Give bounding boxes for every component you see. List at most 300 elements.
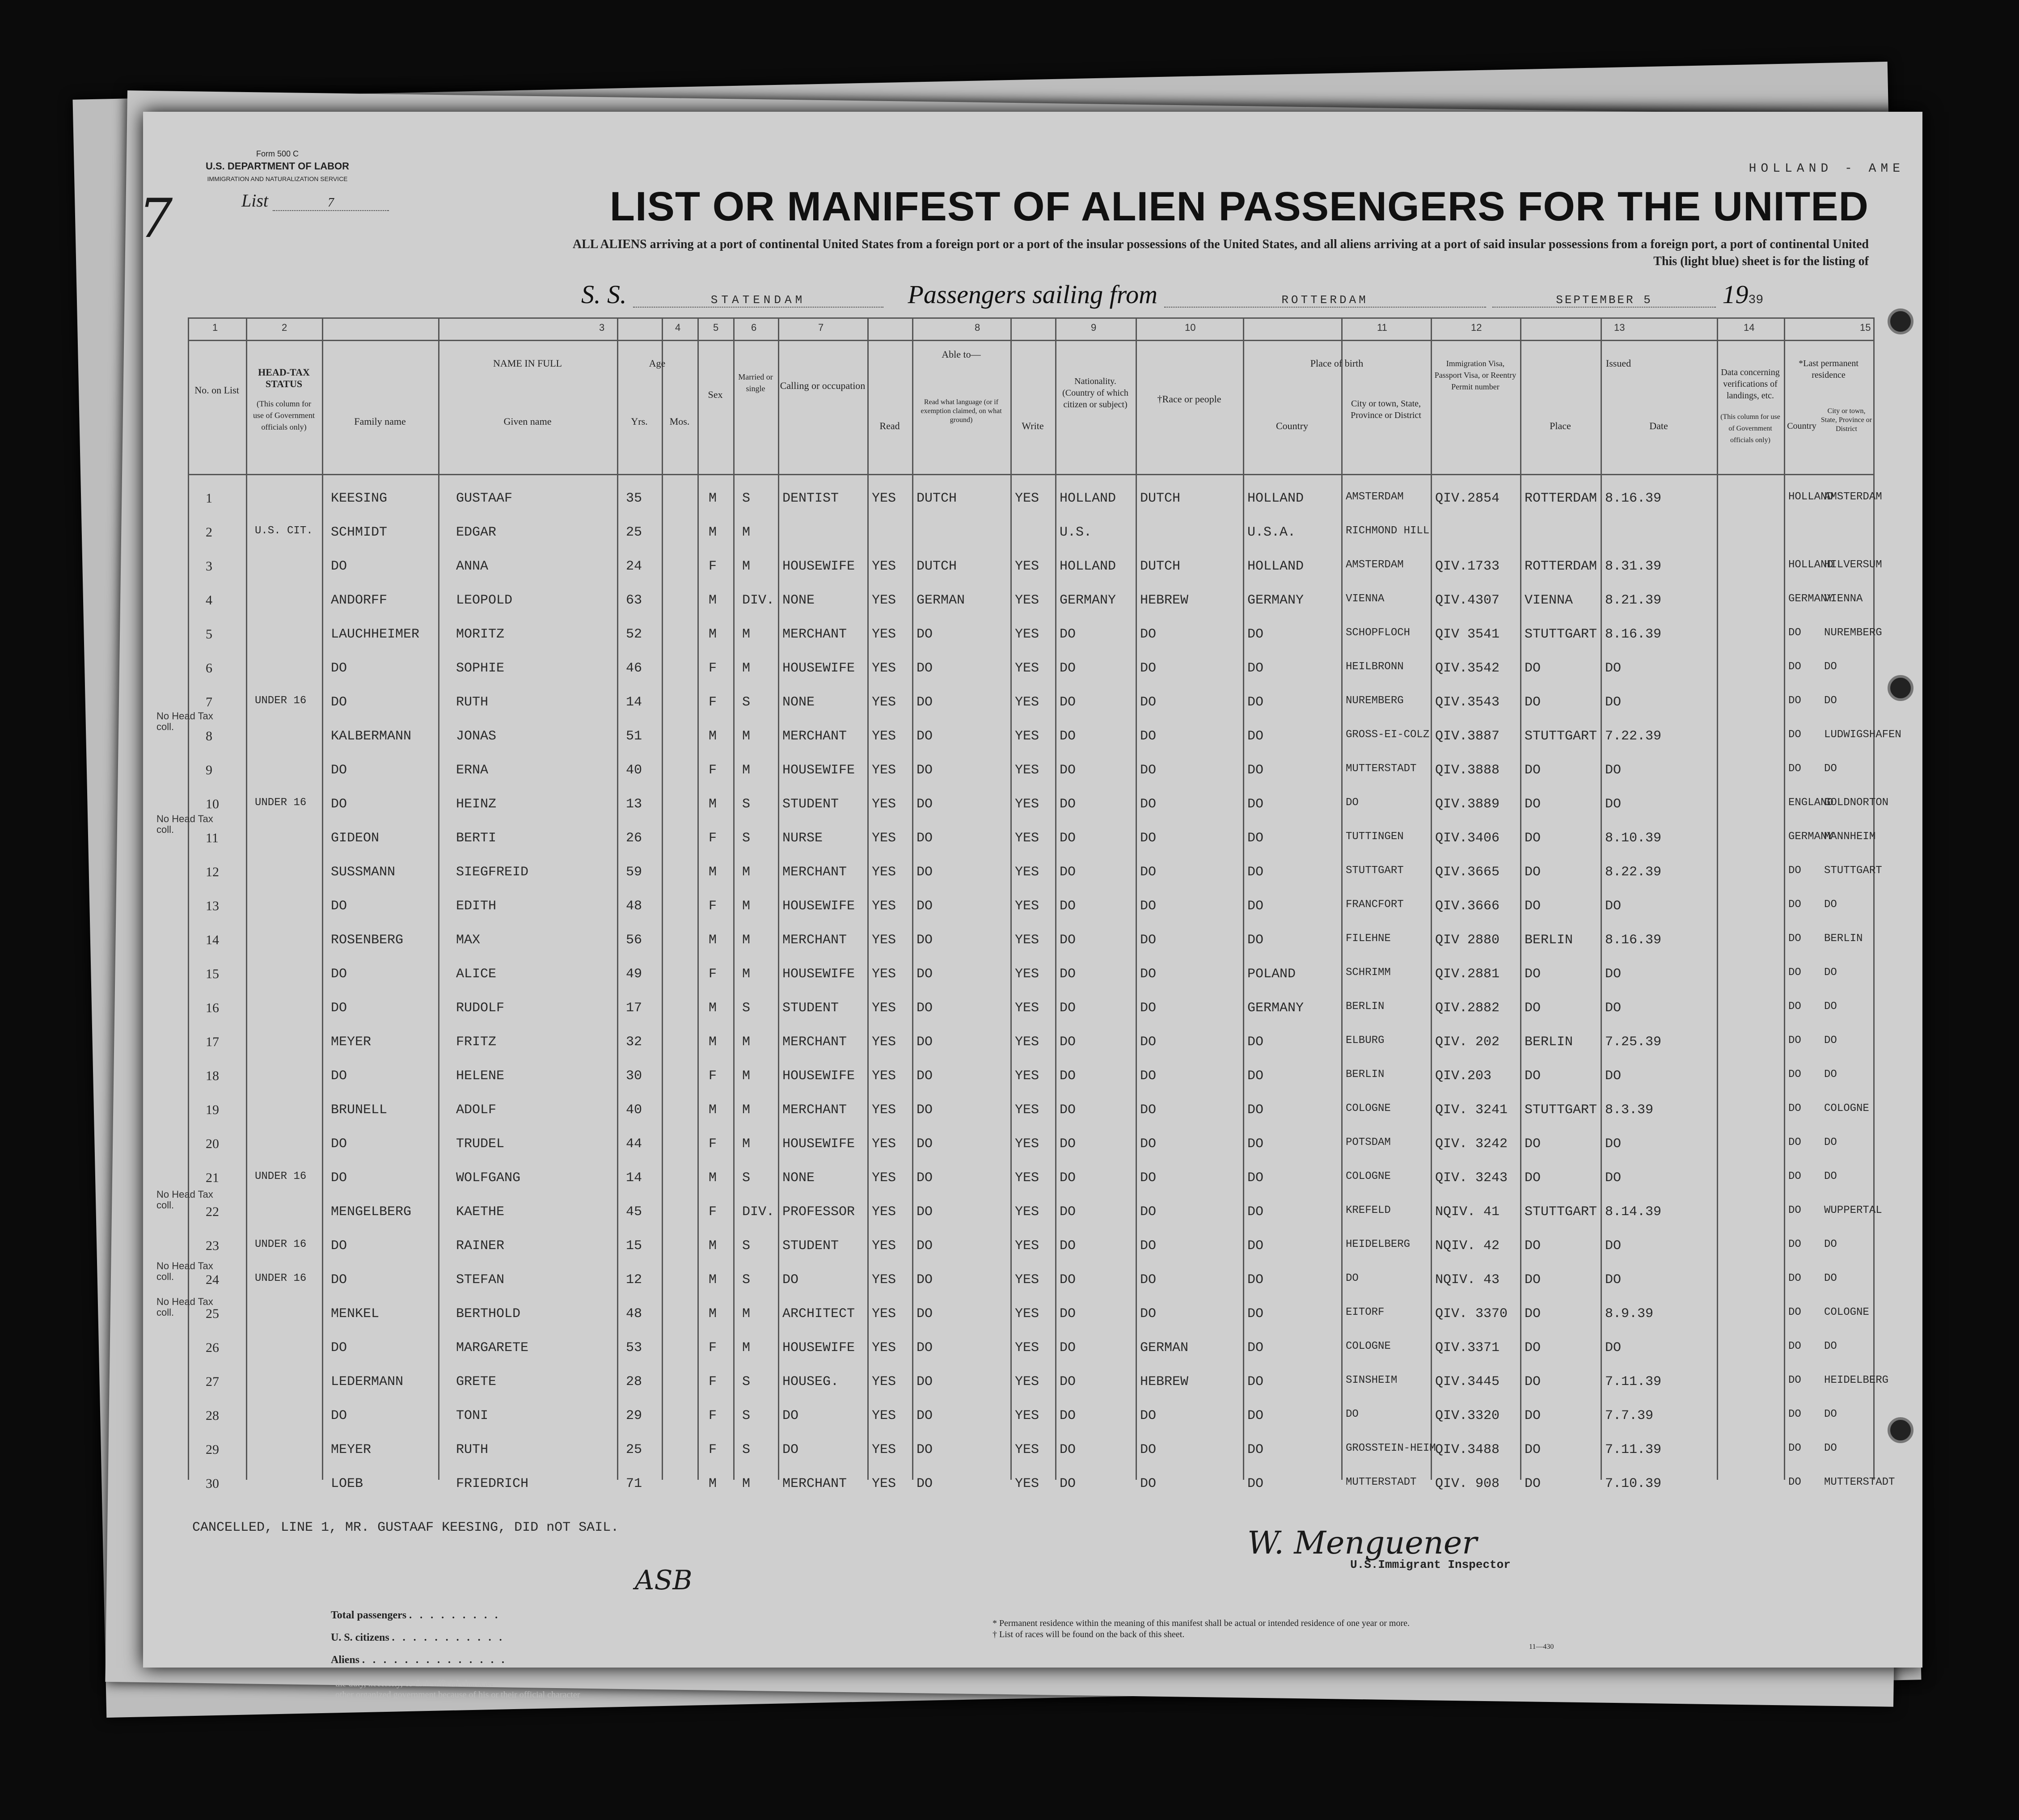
cell-sex: M: [709, 627, 717, 642]
cell-occ: DENTIST: [782, 491, 839, 506]
cell-lang: DO: [917, 1170, 933, 1186]
cell-no: 20: [206, 1136, 219, 1151]
cell-family: GIDEON: [331, 831, 380, 846]
form-code: 11—430: [1529, 1643, 1554, 1651]
cell-rcity: LUDWIGSHAFEN: [1824, 729, 1901, 741]
cell-city: ELBURG: [1346, 1035, 1385, 1047]
header-landings-note: (This column for use of Government officials only): [1720, 413, 1780, 444]
cell-no: 28: [206, 1408, 219, 1423]
cell-lang: DO: [917, 1001, 933, 1016]
header-no: No. on List: [194, 384, 239, 396]
cell-write: YES: [1015, 1408, 1039, 1423]
cell-given: GRETE: [456, 1374, 497, 1389]
cell-given: ERNA: [456, 763, 489, 778]
cell-visa: NQIV. 42: [1435, 1238, 1500, 1254]
cell-rcountry: GERMANY: [1788, 831, 1833, 843]
cell-ms: M: [742, 729, 751, 744]
table-row: [188, 653, 1873, 687]
cell-city: KREFELD: [1346, 1204, 1391, 1216]
cell-sex: M: [709, 729, 717, 744]
cell-yrs: 15: [626, 1238, 642, 1254]
cell-visa: QIV. 3243: [1435, 1170, 1508, 1186]
cell-visa: QIV.3406: [1435, 831, 1500, 846]
cell-rcountry: DO: [1788, 1306, 1801, 1318]
cell-date: DO: [1605, 967, 1622, 982]
cell-lang: DO: [917, 1374, 933, 1389]
cell-visa: QIV. 3370: [1435, 1306, 1508, 1322]
cell-rcountry: DO: [1788, 1136, 1801, 1149]
cell-ms: S: [742, 1442, 751, 1457]
cell-read: YES: [872, 899, 896, 914]
cell-sex: F: [709, 1068, 717, 1084]
cell-yrs: 29: [626, 1408, 642, 1423]
cell-lang: DO: [917, 831, 933, 846]
cell-lang: DO: [917, 1204, 933, 1220]
cell-read: YES: [872, 967, 896, 982]
cell-place: DO: [1525, 1476, 1541, 1491]
cell-write: YES: [1015, 1238, 1039, 1254]
cell-race: DO: [1140, 797, 1157, 812]
cell-visa: QIV.3666: [1435, 899, 1500, 914]
cell-visa: QIV.4307: [1435, 593, 1500, 608]
cell-given: JONAS: [456, 729, 497, 744]
cell-family: MENKEL: [331, 1306, 380, 1322]
cell-occ: DO: [782, 1272, 799, 1288]
cell-ms: M: [742, 661, 751, 676]
cell-country: POLAND: [1247, 967, 1296, 982]
cell-rcountry: DO: [1788, 1442, 1801, 1454]
cell-read: YES: [872, 1204, 896, 1220]
cell-date: DO: [1605, 1068, 1622, 1084]
cell-read: YES: [872, 1001, 896, 1016]
cell-country: HOLLAND: [1247, 559, 1304, 574]
cell-rcountry: HOLLAND: [1788, 491, 1833, 503]
cell-country: DO: [1247, 1068, 1264, 1084]
cell-nat: DO: [1060, 1001, 1076, 1016]
underlying-text: other organized government because of his or their official character: [335, 1690, 580, 1700]
cell-rcountry: DO: [1788, 661, 1801, 673]
cell-rcity: VIENNA: [1824, 593, 1863, 605]
header-place: Place: [1550, 420, 1571, 431]
table-row: [188, 687, 1873, 721]
table-row: [188, 925, 1873, 959]
cell-given: ADOLF: [456, 1102, 497, 1118]
cell-write: YES: [1015, 865, 1039, 880]
cell-ms: DIV.: [742, 1204, 775, 1220]
cell-given: ALICE: [456, 967, 497, 982]
cell-lang: DO: [917, 1476, 933, 1491]
cell-no: 14: [206, 933, 219, 947]
cell-family: DO: [331, 1170, 347, 1186]
cell-race: DO: [1140, 831, 1157, 846]
cell-rcountry: DO: [1788, 1476, 1801, 1488]
cell-rcountry: DO: [1788, 1001, 1801, 1013]
cell-read: YES: [872, 1035, 896, 1050]
cell-write: YES: [1015, 729, 1039, 744]
cell-country: U.S.A.: [1247, 525, 1296, 540]
table-row: [188, 551, 1882, 585]
cell-read: YES: [872, 1340, 896, 1355]
cell-lang: DO: [917, 1238, 933, 1254]
cell-country: DO: [1247, 1340, 1264, 1355]
cell-place: ROTTERDAM: [1525, 559, 1597, 574]
cell-city: AMSTERDAM: [1346, 559, 1404, 571]
cell-place: DO: [1525, 1340, 1541, 1355]
cell-place: DO: [1525, 1306, 1541, 1322]
cell-read: YES: [872, 1136, 896, 1152]
cell-yrs: 40: [626, 1102, 642, 1118]
cell-place: BERLIN: [1525, 933, 1573, 948]
cell-date: DO: [1605, 1272, 1622, 1288]
cell-given: MORITZ: [456, 627, 505, 642]
header-res-city: City or town, State, Province or District: [1820, 407, 1872, 433]
cell-yrs: 48: [626, 1306, 642, 1322]
cell-country: DO: [1247, 1170, 1264, 1186]
cell-place: DO: [1525, 1238, 1541, 1254]
cell-given: RAINER: [456, 1238, 505, 1254]
cell-occ: HOUSEWIFE: [782, 899, 855, 914]
cell-date: 8.16.39: [1605, 627, 1662, 642]
cell-visa: QIV.203: [1435, 1068, 1492, 1084]
cell-no: 5: [206, 627, 212, 642]
cell-family: DO: [331, 1272, 347, 1288]
cell-no: 13: [206, 899, 219, 913]
header-head-tax: HEAD-TAX STATUS: [258, 367, 310, 389]
cell-rcity: DO: [1824, 899, 1837, 911]
cell-date: 8.16.39: [1605, 491, 1662, 506]
cell-no: 4: [206, 593, 212, 608]
cell-given: KAETHE: [456, 1204, 505, 1220]
cell-sex: M: [709, 1035, 717, 1050]
cell-race: DO: [1140, 899, 1157, 914]
cell-date: DO: [1605, 1001, 1622, 1016]
cell-given: TRUDEL: [456, 1136, 505, 1152]
cell-occ: HOUSEG.: [782, 1374, 839, 1389]
cell-place: DO: [1525, 1136, 1541, 1152]
no-head-tax-note: No Head Tax coll.: [156, 1189, 213, 1211]
cell-given: RUDOLF: [456, 1001, 505, 1016]
cell-occ: NONE: [782, 593, 815, 608]
cell-family: SCHMIDT: [331, 525, 388, 540]
cell-lang: DO: [917, 763, 933, 778]
cell-sex: M: [709, 525, 717, 540]
cell-write: YES: [1015, 1068, 1039, 1084]
cell-ms: S: [742, 1001, 751, 1016]
cell-read: YES: [872, 1102, 896, 1118]
table-row: [188, 992, 1873, 1026]
cell-date: 8.14.39: [1605, 1204, 1662, 1220]
cell-visa: QIV.3542: [1435, 661, 1500, 676]
ship-line: S. S. STATENDAM Passengers sailing from ROTTERDAM SEPTEMBER 5 1939: [581, 280, 1764, 309]
cell-date: DO: [1605, 1136, 1622, 1152]
cell-sex: M: [709, 1272, 717, 1288]
cell-city: HEIDELBERG: [1346, 1238, 1411, 1250]
line-header: HOLLAND - AME: [1749, 162, 1905, 176]
cell-date: 7.10.39: [1605, 1476, 1662, 1491]
cell-visa: QIV. 3241: [1435, 1102, 1508, 1118]
cell-rcity: DO: [1824, 1001, 1837, 1013]
header-visa: Immigration Visa, Passport Visa, or Reentry Permit number: [1434, 359, 1516, 391]
cell-ms: S: [742, 695, 751, 710]
cell-date: DO: [1605, 661, 1622, 676]
cell-rcity: DO: [1824, 1068, 1837, 1081]
cell-city: AMSTERDAM: [1346, 491, 1404, 503]
cell-rcity: COLOGNE: [1824, 1102, 1869, 1115]
cell-rcity: COLOGNE: [1824, 1306, 1869, 1318]
cell-nat: DO: [1060, 831, 1076, 846]
cell-visa: QIV. 908: [1435, 1476, 1500, 1491]
cell-yrs: 53: [626, 1340, 642, 1355]
cell-write: YES: [1015, 1204, 1039, 1220]
cell-given: BERTHOLD: [456, 1306, 521, 1322]
cell-occ: MERCHANT: [782, 729, 847, 744]
cell-rcity: DO: [1824, 763, 1837, 775]
cell-yrs: 51: [626, 729, 642, 744]
cell-occ: STUDENT: [782, 1001, 839, 1016]
cell-place: DO: [1525, 967, 1541, 982]
cell-yrs: 71: [626, 1476, 642, 1491]
cell-rcity: DO: [1824, 1035, 1837, 1047]
cell-rcountry: DO: [1788, 1170, 1801, 1182]
cell-occ: MERCHANT: [782, 1476, 847, 1491]
cell-tax: UNDER 16: [255, 1170, 307, 1182]
cell-yrs: 59: [626, 865, 642, 880]
cell-race: GERMAN: [1140, 1340, 1189, 1355]
cell-no: 24: [206, 1272, 219, 1287]
cell-rcity: BERLIN: [1824, 933, 1863, 945]
table-row: [188, 1434, 1873, 1468]
residence-footnote: * Permanent residence within the meaning of this manifest shall be actual or intended residence of one year or more.: [993, 1618, 1410, 1628]
cell-yrs: 35: [626, 491, 642, 506]
punch-hole: [1888, 308, 1913, 334]
cell-country: DO: [1247, 1204, 1264, 1220]
cell-sex: F: [709, 1442, 717, 1457]
cell-country: DO: [1247, 1035, 1264, 1050]
cell-given: BERTI: [456, 831, 497, 846]
cell-yrs: 44: [626, 1136, 642, 1152]
cell-race: DO: [1140, 967, 1157, 982]
cell-visa: QIV.3320: [1435, 1408, 1500, 1423]
cell-country: DO: [1247, 831, 1264, 846]
cell-race: DO: [1140, 1170, 1157, 1186]
cell-yrs: 40: [626, 763, 642, 778]
cell-write: YES: [1015, 1476, 1039, 1491]
cell-rcountry: DO: [1788, 1340, 1801, 1352]
header-write: Write: [1022, 420, 1044, 431]
cell-lang: DO: [917, 1340, 933, 1355]
cell-family: DO: [331, 797, 347, 812]
cell-city: DO: [1346, 1408, 1359, 1420]
header-calling: Calling or occupation: [780, 380, 866, 391]
cell-family: DO: [331, 763, 347, 778]
cell-rcity: DO: [1824, 967, 1837, 979]
table-row: [188, 1162, 1873, 1196]
cell-family: KALBERMANN: [331, 729, 412, 744]
cell-rcountry: GERMANY: [1788, 593, 1833, 605]
cell-yrs: 12: [626, 1272, 642, 1288]
table-row: [188, 1094, 1873, 1128]
cell-country: GERMANY: [1247, 1001, 1304, 1016]
cell-write: YES: [1015, 1136, 1039, 1152]
cell-nat: HOLLAND: [1060, 559, 1116, 574]
cell-family: MEYER: [331, 1442, 372, 1457]
table-row: [188, 721, 1901, 755]
cell-lang: DO: [917, 1035, 933, 1050]
cell-occ: NURSE: [782, 831, 823, 846]
cell-read: YES: [872, 1272, 896, 1288]
cell-sex: M: [709, 1102, 717, 1118]
cell-given: MARGARETE: [456, 1340, 529, 1355]
cell-race: DO: [1140, 1001, 1157, 1016]
header-race: †Race or people: [1157, 393, 1221, 405]
cell-yrs: 25: [626, 1442, 642, 1457]
cell-no: 1: [206, 491, 212, 506]
race-footnote: † List of races will be found on the back of this sheet.: [993, 1630, 1185, 1639]
cell-family: DO: [331, 1340, 347, 1355]
cell-occ: MERCHANT: [782, 627, 847, 642]
cell-nat: DO: [1060, 1408, 1076, 1423]
cell-read: YES: [872, 933, 896, 948]
cell-nat: DO: [1060, 1204, 1076, 1220]
cell-rcountry: DO: [1788, 729, 1801, 741]
cell-city: GROSS-EI-COLZ: [1346, 729, 1430, 741]
cell-country: DO: [1247, 1306, 1264, 1322]
cell-rcity: DO: [1824, 1238, 1837, 1250]
cell-sex: M: [709, 933, 717, 948]
cell-rcountry: DO: [1788, 1035, 1801, 1047]
cell-place: ROTTERDAM: [1525, 491, 1597, 506]
cell-no: 7: [206, 695, 212, 709]
cell-nat: DO: [1060, 729, 1076, 744]
cell-place: DO: [1525, 831, 1541, 846]
cell-rcity: DO: [1824, 1136, 1837, 1149]
cell-nat: DO: [1060, 1374, 1076, 1389]
cell-lang: DO: [917, 865, 933, 880]
cell-rcity: HEIDELBERG: [1824, 1374, 1889, 1386]
cell-nat: DO: [1060, 661, 1076, 676]
cell-rcountry: DO: [1788, 967, 1801, 979]
cell-family: DO: [331, 1238, 347, 1254]
header-sex: Sex: [708, 389, 723, 400]
cell-ms: S: [742, 491, 751, 506]
cell-rcity: NUREMBERG: [1824, 627, 1882, 639]
cell-rcity: HILVERSUM: [1824, 559, 1882, 571]
cell-city: BERLIN: [1346, 1001, 1385, 1013]
cell-sex: F: [709, 1374, 717, 1389]
cell-read: YES: [872, 1068, 896, 1084]
cell-read: YES: [872, 627, 896, 642]
cell-yrs: 52: [626, 627, 642, 642]
cell-ms: S: [742, 1374, 751, 1389]
cell-yrs: 49: [626, 967, 642, 982]
cell-place: STUTTGART: [1525, 1204, 1597, 1220]
cell-rcountry: DO: [1788, 899, 1801, 911]
cell-place: DO: [1525, 865, 1541, 880]
cell-ms: S: [742, 1408, 751, 1423]
cell-occ: DO: [782, 1442, 799, 1457]
cell-family: DO: [331, 1408, 347, 1423]
cell-date: 8.21.39: [1605, 593, 1662, 608]
cell-place: DO: [1525, 1068, 1541, 1084]
cell-sex: M: [709, 797, 717, 812]
cell-country: DO: [1247, 763, 1264, 778]
header-landings: Data concerning verifications of landings, etc.: [1721, 367, 1780, 401]
cell-rcountry: DO: [1788, 763, 1801, 775]
cell-no: 27: [206, 1374, 219, 1389]
cell-date: 8.22.39: [1605, 865, 1662, 880]
cell-yrs: 45: [626, 1204, 642, 1220]
cell-date: DO: [1605, 695, 1622, 710]
cell-date: 8.16.39: [1605, 933, 1662, 948]
cell-nat: DO: [1060, 1306, 1076, 1322]
cancelled-note: CANCELLED, LINE 1, MR. GUSTAAF KEESING, DID nOT SAIL.: [192, 1520, 619, 1535]
cell-occ: MERCHANT: [782, 865, 847, 880]
table-row: [188, 823, 1876, 857]
cell-write: YES: [1015, 1374, 1039, 1389]
cell-occ: MERCHANT: [782, 1102, 847, 1118]
cell-race: DO: [1140, 1408, 1157, 1423]
cell-race: DO: [1140, 729, 1157, 744]
cell-nat: GERMANY: [1060, 593, 1116, 608]
cell-ms: DIV.: [742, 593, 775, 608]
cell-ms: M: [742, 627, 751, 642]
cell-ms: M: [742, 1136, 751, 1152]
cell-rcity: DO: [1824, 1170, 1837, 1182]
cell-date: 8.9.39: [1605, 1306, 1654, 1322]
cell-city: COLOGNE: [1346, 1102, 1391, 1115]
cell-given: RUTH: [456, 1442, 489, 1457]
table-row: [188, 755, 1873, 789]
cell-rcountry: DO: [1788, 1272, 1801, 1284]
header-married: Married or single: [738, 372, 773, 393]
cell-city: VIENNA: [1346, 593, 1385, 605]
table-row: [188, 1298, 1873, 1332]
cell-write: YES: [1015, 593, 1039, 608]
cell-race: DO: [1140, 1035, 1157, 1050]
cell-read: YES: [872, 593, 896, 608]
cell-family: DO: [331, 899, 347, 914]
cell-country: DO: [1247, 695, 1264, 710]
cell-no: 2: [206, 525, 212, 540]
cell-given: FRIEDRICH: [456, 1476, 529, 1491]
cell-read: YES: [872, 1306, 896, 1322]
cell-nat: DO: [1060, 1170, 1076, 1186]
cell-city: FILEHNE: [1346, 933, 1391, 945]
cell-country: DO: [1247, 1408, 1264, 1423]
cell-visa: QIV.3371: [1435, 1340, 1500, 1355]
cell-read: YES: [872, 1170, 896, 1186]
cell-read: YES: [872, 695, 896, 710]
cell-city: COLOGNE: [1346, 1340, 1391, 1352]
cell-write: YES: [1015, 491, 1039, 506]
cell-nat: U.S.: [1060, 525, 1092, 540]
cell-yrs: 46: [626, 661, 642, 676]
cell-occ: HOUSEWIFE: [782, 967, 855, 982]
cell-country: DO: [1247, 899, 1264, 914]
cell-country: DO: [1247, 1136, 1264, 1152]
cell-country: DO: [1247, 865, 1264, 880]
cell-visa: NQIV. 41: [1435, 1204, 1500, 1220]
header-age: Age: [649, 358, 666, 369]
cell-no: 21: [206, 1170, 219, 1185]
cell-yrs: 32: [626, 1035, 642, 1050]
cell-family: DO: [331, 661, 347, 676]
table-row: [188, 959, 1873, 992]
header-given: Given name: [503, 416, 552, 427]
cell-nat: DO: [1060, 695, 1076, 710]
cell-write: YES: [1015, 695, 1039, 710]
cell-rcity: DO: [1824, 1272, 1837, 1284]
